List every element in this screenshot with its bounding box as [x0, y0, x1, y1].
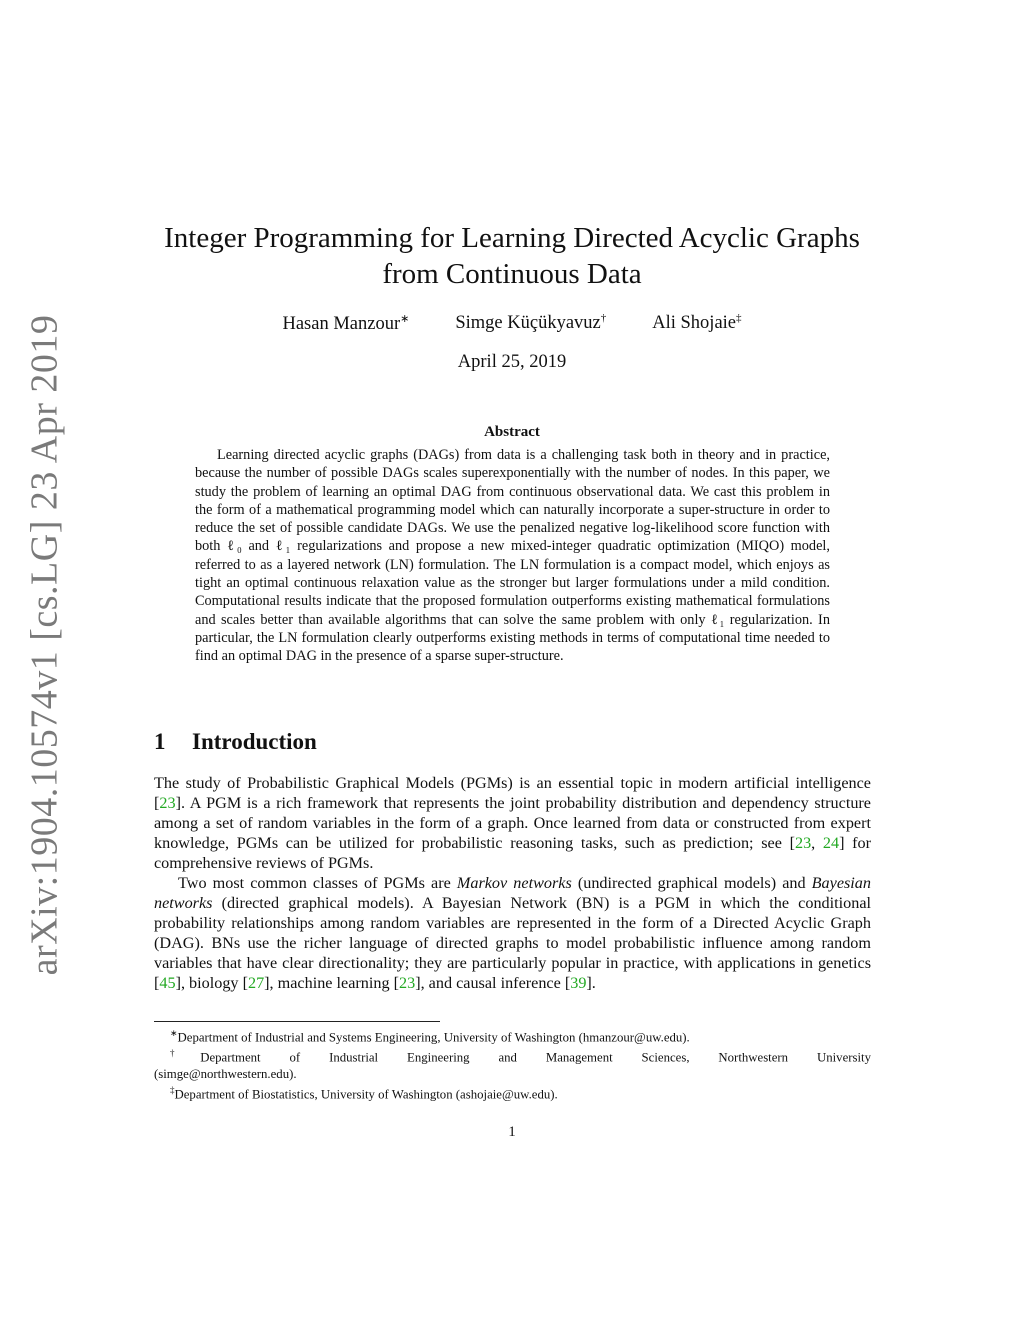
- arxiv-side-stamp: [20, 314, 68, 976]
- footnote-text: (simge@northwestern.edu).: [154, 1066, 297, 1081]
- section-number: 1: [154, 729, 166, 754]
- text: ], and causal inference [: [415, 974, 571, 992]
- footnote-2: [154, 1045, 871, 1065]
- section-heading: [154, 729, 854, 755]
- abstract-body: [195, 446, 830, 666]
- text: Two most common classes of PGMs are: [178, 874, 457, 892]
- author-name: Hasan Manzour: [282, 314, 401, 335]
- emphasis: Markov networks: [456, 874, 572, 892]
- footnote-mark: ‡: [170, 1084, 175, 1095]
- footnote-rule: [154, 1021, 440, 1022]
- author-mark: ‡: [736, 312, 742, 324]
- author-1: [282, 312, 409, 335]
- intro-paragraph-1: [154, 773, 871, 873]
- abstract-text: Learning directed acyclic graphs (DAGs) from data is a challenging task both in theory and in practice, because the number of possible DAGs scales superexponentially with the number of nodes. In this paper, we study the problem of learning an optimal DAG from continuous observational data. We cast this problem in the form of a mathematical programming model which can naturally incorporate a super-structure in order to reduce the set of possible candidate DAGs. We use the penalized negative log-likelihood score function with both: [195, 447, 830, 555]
- author-list: [152, 312, 872, 335]
- citation-link[interactable]: 23: [159, 794, 176, 812]
- math-ell1: ℓ₁: [275, 538, 291, 555]
- abstract-text: regularizations and propose a new mixed-integer quadratic optimization (MIQO) model, referred to as a layered network (LN) formulation. The LN formulation is a compact model, which enjoys as tight an optimal continuous relaxation value as the stronger but larger formulations under a mild condition. Computational results indicate that the proposed formulation outperforms existing mathematical formulations and scales better than available algorithms that can solve the same problem with only: [195, 538, 830, 628]
- author-name: Simge Küçükyavuz: [455, 313, 601, 334]
- citation-link[interactable]: 27: [247, 974, 265, 992]
- section-title: Introduction: [192, 729, 317, 754]
- footnote-text: Department of Industrial and Systems Engineering, University of Washington (hmanzour@uw.edu).: [177, 1030, 690, 1045]
- page-number: 1: [508, 1124, 516, 1140]
- abstract-text: regularization. In particular, the LN formulation clearly outperforms existing methods in terms of computational time needed to find an optimal DAG in the presence of a sparse super-structure.: [195, 611, 830, 665]
- footnote-text: Department of Biostatistics, University of Washington (ashojaie@uw.edu).: [174, 1086, 558, 1101]
- arxiv-identifier: arXiv:1904.10574v1 [cs.LG] 23 Apr 2019: [23, 314, 66, 976]
- text: ], machine learning [: [264, 974, 399, 992]
- text: The study of Probabilistic Graphical Models (PGMs) is an essential topic in modern artificial intelligence [: [154, 774, 871, 812]
- text: ], biology [: [175, 974, 248, 992]
- text: (undirected graphical models) and: [571, 874, 812, 892]
- paper-title: [152, 220, 872, 292]
- footnote-1: [154, 1025, 871, 1045]
- text: ,: [811, 834, 823, 852]
- footnote-mark: †: [170, 1048, 201, 1059]
- author-mark: ∗: [400, 313, 410, 325]
- math-ell0: ℓ₀: [227, 538, 242, 555]
- author-name: Ali Shojaie: [652, 313, 737, 334]
- citation-link[interactable]: 39: [570, 974, 587, 992]
- footnote-3: [154, 1082, 871, 1102]
- title-line-2: from Continuous Data: [382, 258, 642, 290]
- citation-link[interactable]: 45: [159, 974, 176, 992]
- title-line-1: Integer Programming for Learning Directed Acyclic Graphs: [164, 222, 860, 254]
- paper-date: April 25, 2019: [457, 352, 567, 372]
- footnote-text: Department of Industrial Engineering and Management Sciences, Northwestern University: [200, 1050, 871, 1065]
- emphasis: Bayesian networks: [154, 874, 871, 912]
- author-mark: †: [600, 312, 607, 324]
- author-2: [455, 312, 606, 335]
- footnotes: [154, 1025, 871, 1102]
- author-3: [652, 312, 741, 335]
- text: ]. A PGM is a rich framework that represents the joint probability distribution and dependency structure among a set of random variables in the form of a graph. Once learned from data or constructed from expert knowledge, PGMs can be utilized for probabilistic reasoning tasks, such as prediction; see [: [154, 794, 871, 852]
- abstract-heading: Abstract: [484, 424, 540, 440]
- citation-link[interactable]: 23: [399, 974, 416, 992]
- intro-paragraph-2: [154, 873, 871, 993]
- math-ell1: ℓ₁: [710, 611, 725, 628]
- text: ].: [586, 974, 596, 992]
- citation-link[interactable]: 23: [794, 834, 812, 852]
- citation-link[interactable]: 24: [822, 834, 840, 852]
- text: ] for comprehensive reviews of PGMs.: [154, 834, 871, 872]
- text: (directed graphical models). A Bayesian Network (BN) is a PGM in which the conditional probability relationships among random variables are represented in the form of a Directed Acyclic Graph (DAG). BNs use the richer language of directed graphs to model probabilistic influence among random variables that have clear directionality; they are particularly popular in practice, with applications in genetics [: [154, 894, 871, 992]
- footnote-mark: ∗: [170, 1028, 178, 1038]
- abstract-text: and: [241, 538, 276, 555]
- footnote-2-continued: [154, 1066, 871, 1082]
